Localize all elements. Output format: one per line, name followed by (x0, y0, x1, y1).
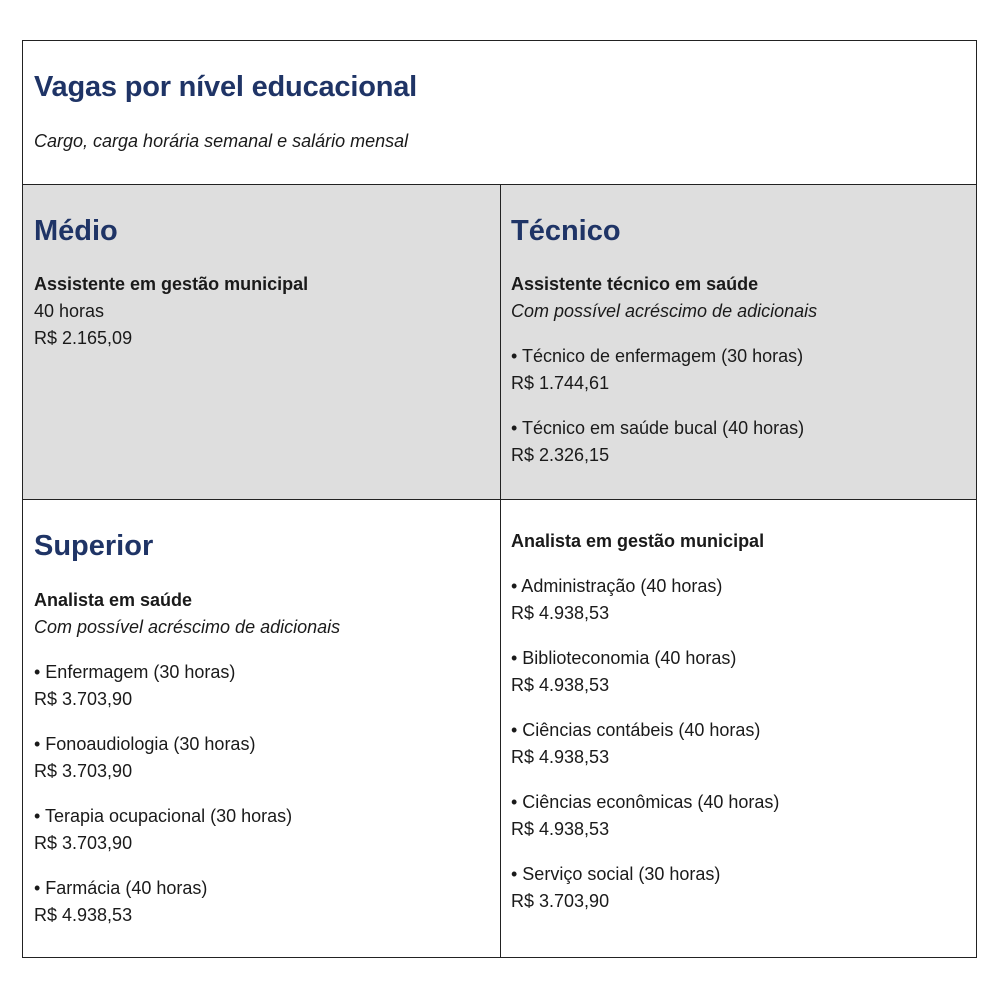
hours-text: 40 horas (34, 301, 105, 321)
list-item (34, 803, 490, 857)
analista-gestao-block (511, 528, 966, 915)
item-salary: R$ 1.744,61 (511, 373, 610, 393)
level-heading-medio: Médio (34, 215, 118, 247)
item-label: • Farmácia (40 horas) (34, 878, 208, 898)
item-salary: R$ 3.703,90 (34, 761, 133, 781)
cell-analista-gestao (501, 500, 976, 957)
item-label: • Técnico em saúde bucal (40 horas) (511, 418, 805, 438)
role-title: Assistente técnico em saúde (511, 274, 759, 294)
page-subtitle: Cargo, carga horária semanal e salário mensal (34, 131, 409, 151)
list-item (34, 659, 490, 713)
item-label: • Biblioteconomia (40 horas) (511, 648, 737, 668)
item-salary: R$ 4.938,53 (511, 603, 610, 623)
item-label: • Serviço social (30 horas) (511, 864, 721, 884)
list-item (511, 645, 966, 699)
salary-text: R$ 2.165,09 (34, 328, 133, 348)
cell-superior (23, 500, 501, 957)
list-item (34, 875, 490, 929)
item-label: • Ciências econômicas (40 horas) (511, 792, 780, 812)
list-item (511, 717, 966, 771)
page-title: Vagas por nível educacional (34, 71, 418, 103)
item-salary: R$ 4.938,53 (511, 819, 610, 839)
list-item (511, 343, 966, 397)
item-salary: R$ 4.938,53 (511, 675, 610, 695)
vacancies-table (22, 40, 977, 958)
list-item (511, 415, 966, 469)
item-label: • Enfermagem (30 horas) (34, 662, 236, 682)
medio-block (34, 271, 490, 352)
level-heading-tecnico: Técnico (511, 215, 621, 247)
list-item (511, 789, 966, 843)
tecnico-block (511, 271, 966, 469)
item-label: • Fonoaudiologia (30 horas) (34, 734, 256, 754)
list-item (511, 861, 966, 915)
role-note: Com possível acréscimo de adicionais (511, 301, 818, 321)
cell-medio (23, 185, 501, 500)
superior-block (34, 587, 490, 929)
list-item (511, 573, 966, 627)
role-title: Analista em gestão municipal (511, 531, 765, 551)
item-salary: R$ 4.938,53 (34, 905, 133, 925)
item-salary: R$ 4.938,53 (511, 747, 610, 767)
item-salary: R$ 3.703,90 (34, 689, 133, 709)
item-salary: R$ 3.703,90 (34, 833, 133, 853)
item-label: • Terapia ocupacional (30 horas) (34, 806, 293, 826)
role-title: Assistente em gestão municipal (34, 274, 309, 294)
item-salary: R$ 3.703,90 (511, 891, 610, 911)
table-header (23, 41, 976, 185)
list-item (34, 731, 490, 785)
item-salary: R$ 2.326,15 (511, 445, 610, 465)
role-note: Com possível acréscimo de adicionais (34, 617, 341, 637)
item-label: • Ciências contábeis (40 horas) (511, 720, 761, 740)
item-label: • Técnico de enfermagem (30 horas) (511, 346, 804, 366)
level-heading-superior: Superior (34, 530, 154, 562)
role-title: Analista em saúde (34, 590, 193, 610)
item-label: • Administração (40 horas) (511, 576, 723, 596)
cell-tecnico (501, 185, 976, 500)
